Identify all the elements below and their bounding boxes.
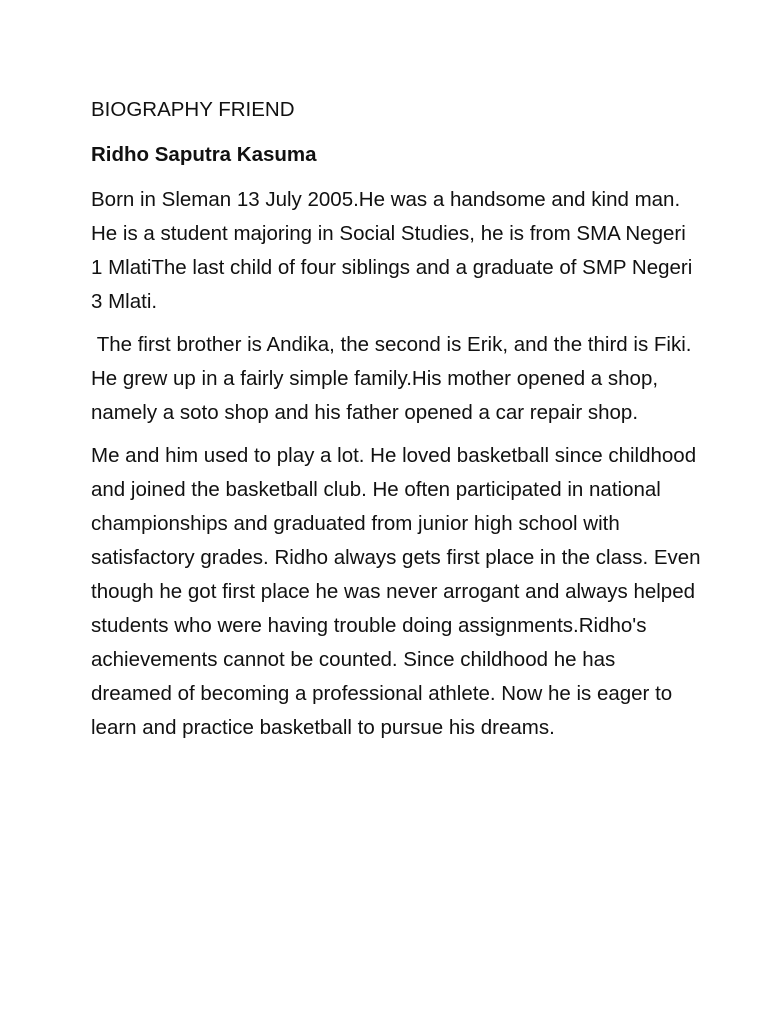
paragraph-basketball: Me and him used to play a lot. He loved basketball since childhood and joined the basketball club. He often participated in national championships and graduated from junior high school with satisfactory grades. Ridho always gets first place in the class. Even though he got first place he was never arrogant and always helped students who were having trouble doing assignments.Ridho's achievements cannot be counted. Since childhood he has dreamed of becoming a professional athlete. Now he is eager to learn and practice basketball to pursue his dreams.	[91, 444, 701, 739]
subject-name: Ridho Saputra Kasuma	[91, 143, 317, 166]
paragraph-birth: Born in Sleman 13 July 2005.He was a handsome and kind man. He is a student majoring in Social Studies, he is from SMA Negeri 1 MlatiThe last child of four siblings and a graduate of SMP Negeri 3 Mlati.	[91, 188, 693, 313]
document-body	[91, 93, 701, 745]
paragraph-family: The first brother is Andika, the second is Erik, and the third is Fiki. He grew up in a fairly simple family.His mother opened a shop, namely a soto shop and his father opened a car repair shop.	[91, 333, 698, 424]
document-heading: BIOGRAPHY FRIEND	[91, 98, 295, 121]
